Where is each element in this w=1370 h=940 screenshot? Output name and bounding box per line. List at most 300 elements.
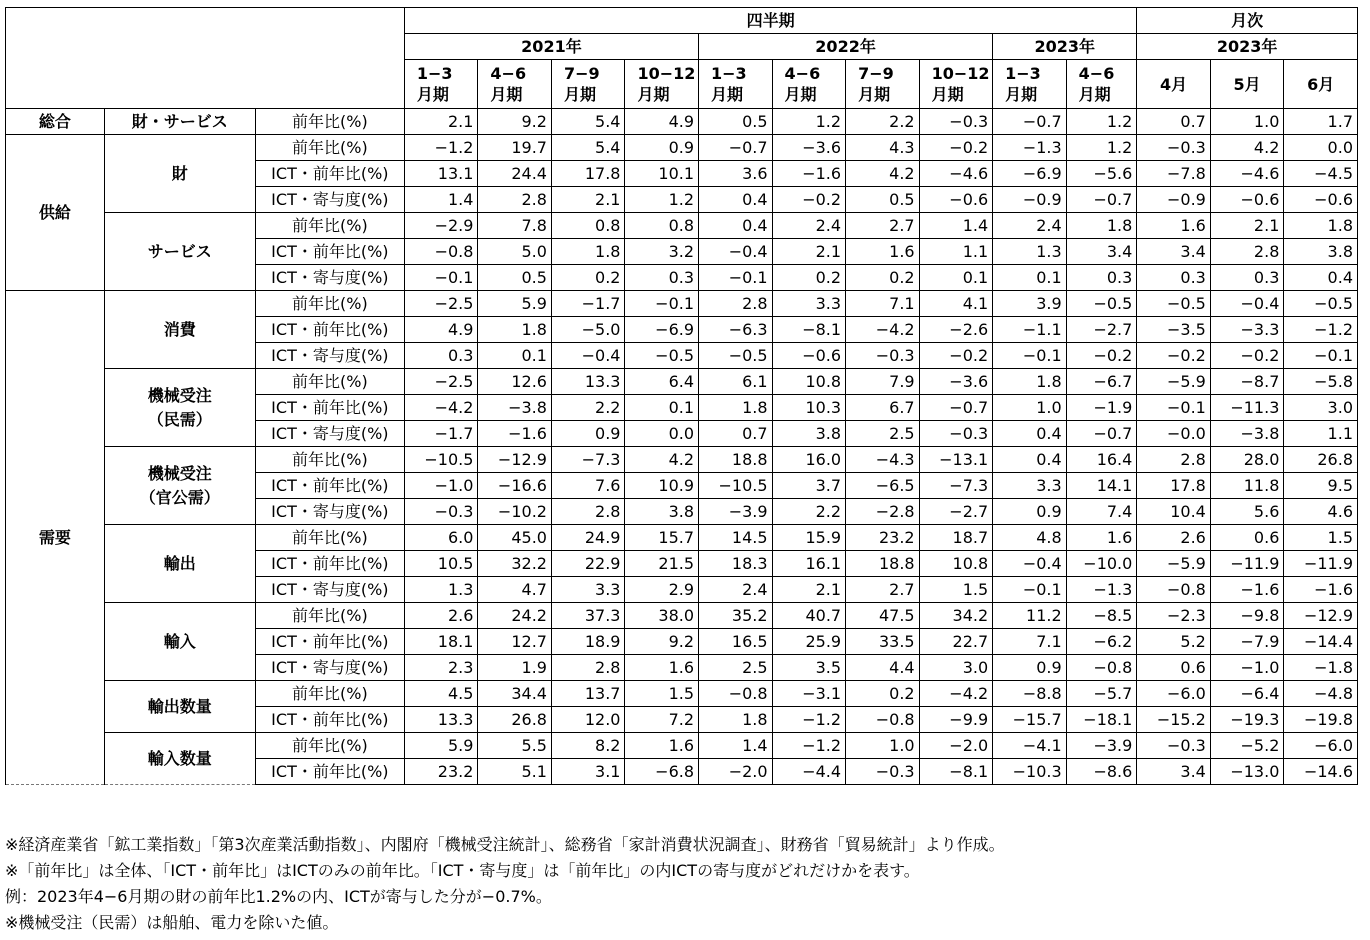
value-cell: 1.8 bbox=[1284, 213, 1358, 239]
group-label: 需要 bbox=[6, 291, 105, 785]
value-cell: 0.5 bbox=[846, 187, 920, 213]
value-cell: −0.1 bbox=[699, 265, 773, 291]
footnote-example: 例：2023年4−6月期の財の前年比1.2%の内、ICTが寄与した分が−0.7%。 bbox=[5, 887, 552, 906]
value-cell: −11.9 bbox=[1210, 551, 1284, 577]
quarter-suffix: 月期 bbox=[490, 85, 523, 104]
value-cell: 3.6 bbox=[699, 161, 773, 187]
value-cell: −8.6 bbox=[1066, 759, 1137, 785]
value-cell: −0.8 bbox=[846, 707, 920, 733]
value-cell: 35.2 bbox=[699, 603, 773, 629]
value-cell: 22.7 bbox=[919, 629, 993, 655]
metric-label: ICT・前年比(%) bbox=[255, 707, 404, 733]
value-cell: −4.3 bbox=[846, 447, 920, 473]
quarter-range: 10−12 bbox=[637, 64, 696, 83]
item-label-line: （民需） bbox=[147, 409, 212, 429]
item-label-line: 輸出 bbox=[163, 553, 196, 573]
value-cell: −3.8 bbox=[1210, 421, 1284, 447]
value-cell: −0.4 bbox=[699, 239, 773, 265]
value-cell: −6.3 bbox=[699, 317, 773, 343]
value-cell: −0.7 bbox=[919, 395, 993, 421]
value-cell: −0.2 bbox=[919, 135, 993, 161]
item-label bbox=[104, 213, 255, 291]
value-cell: −10.3 bbox=[993, 759, 1067, 785]
value-cell: −0.5 bbox=[1137, 291, 1211, 317]
table-row bbox=[6, 525, 1358, 551]
metric-label: ICT・寄与度(%) bbox=[255, 577, 404, 603]
value-cell: 1.5 bbox=[919, 577, 993, 603]
value-cell: 2.4 bbox=[772, 213, 846, 239]
value-cell: −0.1 bbox=[993, 343, 1067, 369]
value-cell: 0.6 bbox=[1210, 525, 1284, 551]
value-cell: 18.8 bbox=[699, 447, 773, 473]
value-cell: 2.7 bbox=[846, 213, 920, 239]
value-cell: −4.2 bbox=[919, 681, 993, 707]
value-cell: 11.8 bbox=[1210, 473, 1284, 499]
value-cell: 12.6 bbox=[478, 369, 552, 395]
value-cell: 0.0 bbox=[1284, 135, 1358, 161]
footnote-definition: ※「前年比」は全体、「ICT・前年比」はICTのみの前年比。「ICT・寄与度」は「前年比」の内ICTの寄与度がどれだけかを表す。 bbox=[5, 861, 920, 880]
value-cell: 3.4 bbox=[1066, 239, 1137, 265]
metric-label: ICT・寄与度(%) bbox=[255, 343, 404, 369]
item-label-line: 財・サービス bbox=[131, 111, 228, 131]
value-cell: 0.3 bbox=[625, 265, 699, 291]
value-cell: −1.1 bbox=[993, 317, 1067, 343]
value-cell: −3.6 bbox=[772, 135, 846, 161]
value-cell: 3.3 bbox=[551, 577, 625, 603]
value-cell: 14.5 bbox=[699, 525, 773, 551]
table-row bbox=[6, 135, 1358, 161]
value-cell: 3.2 bbox=[625, 239, 699, 265]
quarter-suffix: 月期 bbox=[931, 85, 964, 104]
item-label-line: 輸入数量 bbox=[147, 748, 212, 768]
footnotes bbox=[5, 832, 1005, 936]
header-quarter-cell bbox=[551, 60, 625, 109]
value-cell: −15.2 bbox=[1137, 707, 1211, 733]
value-cell: −5.9 bbox=[1137, 551, 1211, 577]
value-cell: 6.4 bbox=[625, 369, 699, 395]
value-cell: 7.6 bbox=[551, 473, 625, 499]
value-cell: 40.7 bbox=[772, 603, 846, 629]
value-cell: 34.2 bbox=[919, 603, 993, 629]
value-cell: 16.0 bbox=[772, 447, 846, 473]
value-cell: −2.5 bbox=[404, 369, 478, 395]
value-cell: 10.4 bbox=[1137, 499, 1211, 525]
value-cell: −0.8 bbox=[1066, 655, 1137, 681]
value-cell: −2.6 bbox=[919, 317, 993, 343]
item-label bbox=[104, 369, 255, 447]
value-cell: −8.1 bbox=[919, 759, 993, 785]
metric-label: ICT・前年比(%) bbox=[255, 239, 404, 265]
quarter-suffix: 月期 bbox=[1005, 85, 1038, 104]
value-cell: −6.2 bbox=[1066, 629, 1137, 655]
value-cell: 10.8 bbox=[772, 369, 846, 395]
value-cell: −0.5 bbox=[625, 343, 699, 369]
item-label bbox=[104, 447, 255, 525]
value-cell: 1.5 bbox=[1284, 525, 1358, 551]
value-cell: 16.5 bbox=[699, 629, 773, 655]
value-cell: −1.6 bbox=[772, 161, 846, 187]
value-cell: 1.3 bbox=[993, 239, 1067, 265]
value-cell: −14.6 bbox=[1284, 759, 1358, 785]
value-cell: 22.9 bbox=[551, 551, 625, 577]
value-cell: −4.8 bbox=[1284, 681, 1358, 707]
value-cell: 17.8 bbox=[1137, 473, 1211, 499]
value-cell: −4.6 bbox=[919, 161, 993, 187]
value-cell: −4.4 bbox=[772, 759, 846, 785]
value-cell: −5.6 bbox=[1066, 161, 1137, 187]
value-cell: 4.6 bbox=[1284, 499, 1358, 525]
value-cell: −0.8 bbox=[699, 681, 773, 707]
value-cell: −4.5 bbox=[1284, 161, 1358, 187]
value-cell: 0.8 bbox=[625, 213, 699, 239]
value-cell: −8.7 bbox=[1210, 369, 1284, 395]
table-row bbox=[6, 369, 1358, 395]
value-cell: 3.3 bbox=[993, 473, 1067, 499]
header-quarter-cell bbox=[404, 60, 478, 109]
value-cell: −5.7 bbox=[1066, 681, 1137, 707]
value-cell: −0.7 bbox=[1066, 421, 1137, 447]
item-label bbox=[104, 733, 255, 785]
value-cell: −8.1 bbox=[772, 317, 846, 343]
value-cell: −0.2 bbox=[1210, 343, 1284, 369]
value-cell: −3.5 bbox=[1137, 317, 1211, 343]
value-cell: −1.8 bbox=[1284, 655, 1358, 681]
value-cell: 24.2 bbox=[478, 603, 552, 629]
value-cell: 18.9 bbox=[551, 629, 625, 655]
value-cell: 0.5 bbox=[699, 109, 773, 135]
value-cell: 9.5 bbox=[1284, 473, 1358, 499]
value-cell: 0.4 bbox=[1284, 265, 1358, 291]
value-cell: −1.9 bbox=[1066, 395, 1137, 421]
metric-label: 前年比(%) bbox=[255, 681, 404, 707]
value-cell: −1.2 bbox=[404, 135, 478, 161]
value-cell: 1.6 bbox=[625, 733, 699, 759]
value-cell: 16.4 bbox=[1066, 447, 1137, 473]
value-cell: −0.1 bbox=[1137, 395, 1211, 421]
value-cell: −0.6 bbox=[1210, 187, 1284, 213]
value-cell: −0.1 bbox=[993, 577, 1067, 603]
value-cell: 3.4 bbox=[1137, 759, 1211, 785]
value-cell: 0.3 bbox=[1210, 265, 1284, 291]
value-cell: −0.6 bbox=[772, 343, 846, 369]
value-cell: 6.7 bbox=[846, 395, 920, 421]
value-cell: 0.2 bbox=[772, 265, 846, 291]
value-cell: 6.1 bbox=[699, 369, 773, 395]
metric-label: ICT・前年比(%) bbox=[255, 629, 404, 655]
header-quarter-cell bbox=[625, 60, 699, 109]
value-cell: −10.5 bbox=[699, 473, 773, 499]
value-cell: −7.3 bbox=[919, 473, 993, 499]
group-label: 総合 bbox=[6, 109, 105, 135]
value-cell: 7.1 bbox=[993, 629, 1067, 655]
value-cell: 1.8 bbox=[551, 239, 625, 265]
value-cell: −2.5 bbox=[404, 291, 478, 317]
value-cell: 5.4 bbox=[551, 109, 625, 135]
item-label-line: 消費 bbox=[163, 319, 196, 339]
value-cell: 4.1 bbox=[919, 291, 993, 317]
value-cell: 2.2 bbox=[846, 109, 920, 135]
value-cell: 38.0 bbox=[625, 603, 699, 629]
value-cell: 26.8 bbox=[478, 707, 552, 733]
value-cell: 37.3 bbox=[551, 603, 625, 629]
value-cell: 0.1 bbox=[919, 265, 993, 291]
header-quarter-cell bbox=[772, 60, 846, 109]
value-cell: −2.8 bbox=[846, 499, 920, 525]
table-row bbox=[6, 681, 1358, 707]
value-cell: −0.4 bbox=[1210, 291, 1284, 317]
value-cell: 0.9 bbox=[993, 499, 1067, 525]
value-cell: 1.4 bbox=[699, 733, 773, 759]
table-row bbox=[6, 603, 1358, 629]
value-cell: −6.0 bbox=[1284, 733, 1358, 759]
quarter-range: 10−12 bbox=[931, 64, 990, 83]
header-quarter-cell bbox=[1066, 60, 1137, 109]
value-cell: −0.2 bbox=[1137, 343, 1211, 369]
value-cell: 0.0 bbox=[625, 421, 699, 447]
metric-label: ICT・寄与度(%) bbox=[255, 421, 404, 447]
value-cell: 19.7 bbox=[478, 135, 552, 161]
value-cell: 8.2 bbox=[551, 733, 625, 759]
value-cell: −1.2 bbox=[772, 733, 846, 759]
value-cell: −0.2 bbox=[772, 187, 846, 213]
value-cell: −3.8 bbox=[478, 395, 552, 421]
value-cell: 47.5 bbox=[846, 603, 920, 629]
value-cell: 1.2 bbox=[1066, 109, 1137, 135]
value-cell: 7.1 bbox=[846, 291, 920, 317]
header-monthly-year: 2023年 bbox=[1137, 34, 1358, 60]
value-cell: 1.2 bbox=[1066, 135, 1137, 161]
item-label-line: （官公需） bbox=[139, 487, 220, 507]
value-cell: −1.7 bbox=[404, 421, 478, 447]
item-label-line: 財 bbox=[171, 163, 188, 183]
value-cell: −0.4 bbox=[993, 551, 1067, 577]
value-cell: −5.2 bbox=[1210, 733, 1284, 759]
header-month-cell: 6月 bbox=[1284, 60, 1358, 109]
value-cell: 4.9 bbox=[625, 109, 699, 135]
value-cell: −1.0 bbox=[1210, 655, 1284, 681]
value-cell: −0.8 bbox=[404, 239, 478, 265]
item-label-line: 機械受注 bbox=[147, 463, 212, 483]
value-cell: 1.0 bbox=[846, 733, 920, 759]
value-cell: 2.5 bbox=[699, 655, 773, 681]
quarter-range: 7−9 bbox=[858, 64, 894, 83]
value-cell: −0.9 bbox=[993, 187, 1067, 213]
value-cell: −0.7 bbox=[1066, 187, 1137, 213]
value-cell: 1.3 bbox=[404, 577, 478, 603]
value-cell: 2.8 bbox=[1137, 447, 1211, 473]
value-cell: 1.8 bbox=[478, 317, 552, 343]
header-month-cell: 4月 bbox=[1137, 60, 1211, 109]
metric-label: ICT・寄与度(%) bbox=[255, 187, 404, 213]
value-cell: −14.4 bbox=[1284, 629, 1358, 655]
value-cell: 2.1 bbox=[1210, 213, 1284, 239]
value-cell: 2.9 bbox=[625, 577, 699, 603]
value-cell: 12.0 bbox=[551, 707, 625, 733]
header-monthly: 月次 bbox=[1137, 8, 1358, 34]
value-cell: 11.2 bbox=[993, 603, 1067, 629]
metric-label: 前年比(%) bbox=[255, 213, 404, 239]
value-cell: 1.6 bbox=[846, 239, 920, 265]
value-cell: 2.8 bbox=[699, 291, 773, 317]
value-cell: −9.9 bbox=[919, 707, 993, 733]
value-cell: 2.2 bbox=[772, 499, 846, 525]
quarter-suffix: 月期 bbox=[1078, 85, 1111, 104]
value-cell: 1.2 bbox=[625, 187, 699, 213]
value-cell: 2.6 bbox=[404, 603, 478, 629]
table-row bbox=[6, 109, 1358, 135]
value-cell: 3.8 bbox=[625, 499, 699, 525]
value-cell: −0.2 bbox=[919, 343, 993, 369]
item-label-line: サービス bbox=[147, 241, 212, 261]
value-cell: 24.9 bbox=[551, 525, 625, 551]
value-cell: 0.4 bbox=[993, 421, 1067, 447]
value-cell: −9.8 bbox=[1210, 603, 1284, 629]
value-cell: −10.5 bbox=[404, 447, 478, 473]
value-cell: −0.9 bbox=[1137, 187, 1211, 213]
quarter-suffix: 月期 bbox=[416, 85, 449, 104]
value-cell: 0.7 bbox=[699, 421, 773, 447]
value-cell: 1.6 bbox=[1066, 525, 1137, 551]
quarter-range: 1−3 bbox=[416, 64, 453, 83]
value-cell: −0.8 bbox=[1137, 577, 1211, 603]
value-cell: 2.1 bbox=[404, 109, 478, 135]
value-cell: 1.1 bbox=[919, 239, 993, 265]
value-cell: 18.3 bbox=[699, 551, 773, 577]
value-cell: −3.9 bbox=[699, 499, 773, 525]
value-cell: −3.9 bbox=[1066, 733, 1137, 759]
metric-label: ICT・前年比(%) bbox=[255, 473, 404, 499]
value-cell: 0.3 bbox=[1066, 265, 1137, 291]
table-row bbox=[6, 213, 1358, 239]
value-cell: 28.0 bbox=[1210, 447, 1284, 473]
value-cell: 0.4 bbox=[699, 213, 773, 239]
value-cell: 10.9 bbox=[625, 473, 699, 499]
value-cell: 2.3 bbox=[404, 655, 478, 681]
quarter-suffix: 月期 bbox=[637, 85, 670, 104]
table-row bbox=[6, 447, 1358, 473]
header-year-2022: 2022年 bbox=[699, 34, 993, 60]
value-cell: 34.4 bbox=[478, 681, 552, 707]
ict-statistics-table bbox=[5, 7, 1358, 785]
value-cell: −0.3 bbox=[919, 109, 993, 135]
value-cell: 13.3 bbox=[551, 369, 625, 395]
value-cell: 2.6 bbox=[1137, 525, 1211, 551]
value-cell: 4.7 bbox=[478, 577, 552, 603]
value-cell: −6.4 bbox=[1210, 681, 1284, 707]
value-cell: 0.1 bbox=[993, 265, 1067, 291]
value-cell: −7.3 bbox=[551, 447, 625, 473]
value-cell: 18.1 bbox=[404, 629, 478, 655]
quarter-suffix: 月期 bbox=[784, 85, 817, 104]
value-cell: 0.2 bbox=[846, 265, 920, 291]
header-quarter-cell bbox=[993, 60, 1067, 109]
value-cell: −0.6 bbox=[919, 187, 993, 213]
value-cell: 25.9 bbox=[772, 629, 846, 655]
value-cell: −19.3 bbox=[1210, 707, 1284, 733]
value-cell: −1.2 bbox=[772, 707, 846, 733]
value-cell: 10.8 bbox=[919, 551, 993, 577]
value-cell: −4.2 bbox=[404, 395, 478, 421]
metric-label: ICT・寄与度(%) bbox=[255, 499, 404, 525]
value-cell: −0.3 bbox=[919, 421, 993, 447]
quarter-suffix: 月期 bbox=[563, 85, 596, 104]
value-cell: −1.6 bbox=[1210, 577, 1284, 603]
value-cell: 9.2 bbox=[478, 109, 552, 135]
value-cell: 4.2 bbox=[625, 447, 699, 473]
value-cell: −6.8 bbox=[625, 759, 699, 785]
value-cell: 1.9 bbox=[478, 655, 552, 681]
value-cell: 2.1 bbox=[772, 577, 846, 603]
value-cell: 3.8 bbox=[1284, 239, 1358, 265]
value-cell: 6.0 bbox=[404, 525, 478, 551]
footnote-source: ※経済産業省「鉱工業指数」「第3次産業活動指数」、内閣府「機械受注統計」、総務省「家計消費状況調査」、財務省「貿易統計」より作成。 bbox=[5, 835, 1005, 854]
metric-label: ICT・前年比(%) bbox=[255, 551, 404, 577]
value-cell: 2.8 bbox=[478, 187, 552, 213]
value-cell: 2.8 bbox=[551, 655, 625, 681]
value-cell: 5.4 bbox=[551, 135, 625, 161]
value-cell: 7.9 bbox=[846, 369, 920, 395]
value-cell: −18.1 bbox=[1066, 707, 1137, 733]
value-cell: 17.8 bbox=[551, 161, 625, 187]
item-label bbox=[104, 603, 255, 681]
value-cell: 0.2 bbox=[551, 265, 625, 291]
value-cell: 15.7 bbox=[625, 525, 699, 551]
value-cell: 4.8 bbox=[993, 525, 1067, 551]
value-cell: 1.2 bbox=[772, 109, 846, 135]
value-cell: 0.9 bbox=[993, 655, 1067, 681]
value-cell: −1.3 bbox=[1066, 577, 1137, 603]
item-label-line: 輸入 bbox=[163, 631, 196, 651]
value-cell: 18.7 bbox=[919, 525, 993, 551]
value-cell: 3.9 bbox=[993, 291, 1067, 317]
value-cell: 0.9 bbox=[625, 135, 699, 161]
value-cell: −0.3 bbox=[1137, 135, 1211, 161]
value-cell: 0.6 bbox=[1137, 655, 1211, 681]
value-cell: −1.7 bbox=[551, 291, 625, 317]
value-cell: −10.2 bbox=[478, 499, 552, 525]
metric-label: 前年比(%) bbox=[255, 603, 404, 629]
quarter-suffix: 月期 bbox=[711, 85, 744, 104]
value-cell: −11.9 bbox=[1284, 551, 1358, 577]
value-cell: 24.4 bbox=[478, 161, 552, 187]
value-cell: 5.6 bbox=[1210, 499, 1284, 525]
value-cell: 1.4 bbox=[404, 187, 478, 213]
metric-label: ICT・寄与度(%) bbox=[255, 655, 404, 681]
value-cell: 5.2 bbox=[1137, 629, 1211, 655]
value-cell: 3.0 bbox=[919, 655, 993, 681]
value-cell: 0.7 bbox=[1137, 109, 1211, 135]
metric-label: 前年比(%) bbox=[255, 369, 404, 395]
value-cell: 1.5 bbox=[625, 681, 699, 707]
value-cell: 1.8 bbox=[699, 707, 773, 733]
value-cell: −1.6 bbox=[1284, 577, 1358, 603]
header-year-2023: 2023年 bbox=[993, 34, 1137, 60]
value-cell: −2.7 bbox=[1066, 317, 1137, 343]
item-label bbox=[104, 135, 255, 213]
value-cell: 3.3 bbox=[772, 291, 846, 317]
value-cell: 1.1 bbox=[1284, 421, 1358, 447]
value-cell: −4.2 bbox=[846, 317, 920, 343]
quarter-range: 4−6 bbox=[1078, 64, 1115, 83]
value-cell: −3.3 bbox=[1210, 317, 1284, 343]
metric-label: 前年比(%) bbox=[255, 135, 404, 161]
value-cell: −12.9 bbox=[1284, 603, 1358, 629]
value-cell: 14.1 bbox=[1066, 473, 1137, 499]
value-cell: 5.0 bbox=[478, 239, 552, 265]
metric-label: ICT・前年比(%) bbox=[255, 395, 404, 421]
header-quarterly: 四半期 bbox=[404, 8, 1136, 34]
value-cell: 0.3 bbox=[404, 343, 478, 369]
